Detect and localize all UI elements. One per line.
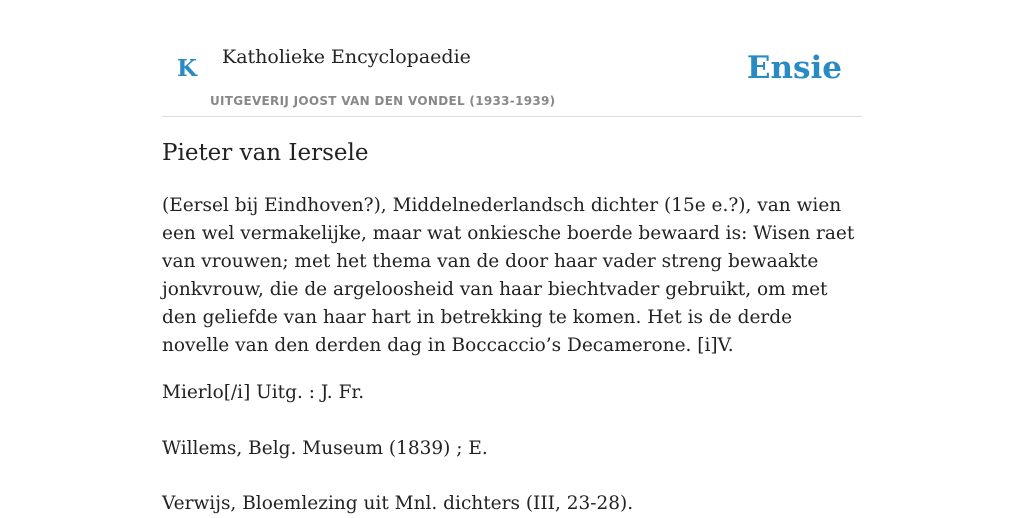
site-title[interactable]: Katholieke Encyclopaedie <box>222 46 471 68</box>
reference-line: Verwijs, Bloemlezing uit Mnl. dichters (III, 23-28). <box>162 493 634 514</box>
reference-line: Willems, Belg. Museum (1839) ; E. <box>162 438 488 459</box>
ensie-brand-link[interactable]: Ensie <box>746 50 842 86</box>
site-header <box>162 0 862 117</box>
publisher-subtitle: UITGEVERIJ JOOST VAN DEN VONDEL (1933-1939) <box>210 94 556 108</box>
reference-line: Mierlo[/i] Uitg. : J. Fr. <box>162 382 365 403</box>
logo[interactable]: K <box>177 55 197 82</box>
article-title: Pieter van Iersele <box>162 140 369 166</box>
article-body: (Eersel bij Eindhoven?), Middelnederlandsch dichter (15e e.?), van wien een wel vermakelijke, maar wat onkiesche boerde bewaard is: Wisen raet van vrouwen; met het thema van de door haar vader streng bewaakte jonkvrouw, die de argeloosheid van haar biechtvader gebruikt, om met den geliefde van haar hart in betrekking te komen. Het is de derde novelle van den derden dag in Boccaccio’s Decamerone. [i]V. <box>162 195 855 356</box>
page-container <box>162 0 862 514</box>
